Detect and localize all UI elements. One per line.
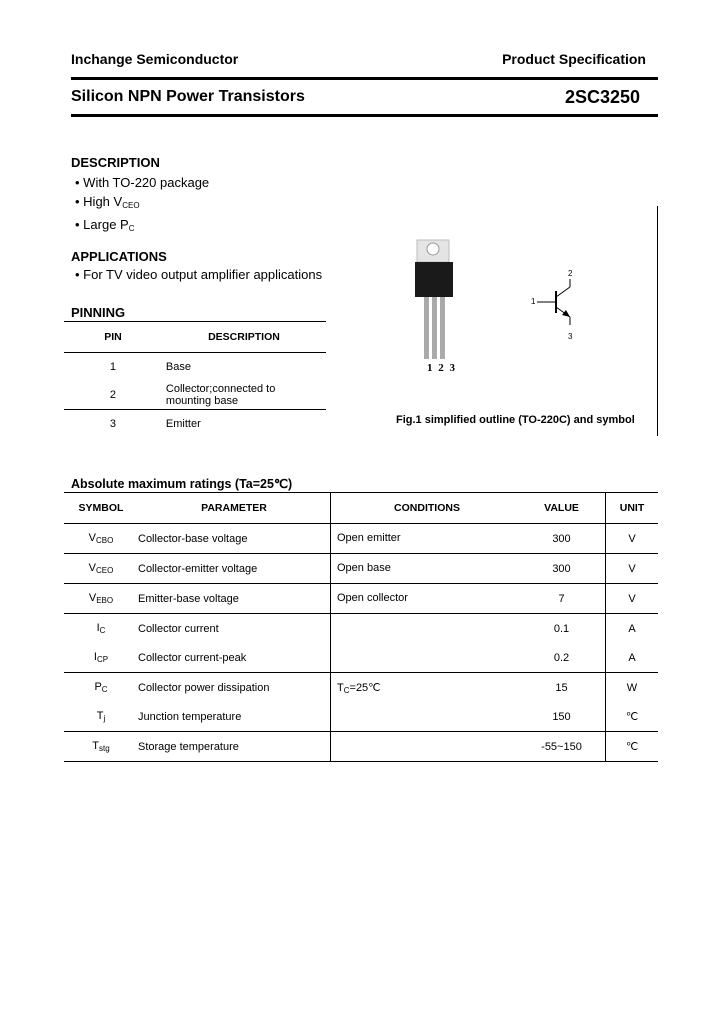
symbol-cell: $I_{CP}$ xyxy=(64,643,138,673)
rating-row xyxy=(64,702,658,732)
pin-number: 2 xyxy=(64,381,162,410)
part-number: 2SC3250 xyxy=(564,87,640,107)
rating-row xyxy=(64,584,658,614)
value-cell: 15 xyxy=(555,681,568,694)
value-cell: 300 xyxy=(518,524,606,554)
rating-row xyxy=(64,614,658,644)
pin-description: Base xyxy=(165,361,191,373)
description-item: • Large $P_C$ xyxy=(75,217,135,233)
parameter-cell: Collector-base voltage xyxy=(138,524,331,554)
parameter-cell: Collector current xyxy=(138,622,219,635)
value-cell: 7 xyxy=(518,584,606,614)
pin-row xyxy=(64,381,326,410)
unit-cell: V xyxy=(606,554,659,584)
pin-description: Emitter xyxy=(165,418,201,430)
pin-number: 3 xyxy=(109,418,117,430)
conditions-header: CONDITIONS xyxy=(331,492,519,524)
parameter-cell: Junction temperature xyxy=(138,702,331,732)
conditions-cell xyxy=(331,614,519,644)
unit-cell: W xyxy=(606,673,659,703)
company-name: Inchange Semiconductor xyxy=(71,51,239,67)
value-cell: 300 xyxy=(518,554,606,584)
symbol-collector-label: 2 xyxy=(568,269,573,278)
applications-title: APPLICATIONS xyxy=(71,249,167,264)
symbol-cell: $V_{CEO}$ xyxy=(64,554,138,584)
parameter-cell: Collector current-peak xyxy=(138,643,331,673)
rating-row xyxy=(64,673,658,703)
figure-border xyxy=(657,206,658,436)
ratings-table xyxy=(64,492,658,762)
parameter-cell: Emitter-base voltage xyxy=(138,584,331,614)
application-item: • For TV video output amplifier applications xyxy=(75,267,323,282)
pinning-table xyxy=(64,321,326,438)
conditions-cell xyxy=(331,702,519,732)
title-rule xyxy=(71,114,658,117)
conditions-cell: Open emitter xyxy=(331,524,519,554)
symbol-cell: $I_C$ xyxy=(96,622,106,635)
unit-cell: V xyxy=(606,524,659,554)
symbol-cell: $T_j$ xyxy=(64,702,138,732)
pin-number: 1 xyxy=(109,361,117,373)
package-pin-labels: 1 2 3 xyxy=(427,362,455,374)
conditions-cell: $T_C=25℃$ xyxy=(331,673,519,703)
value-header: VALUE xyxy=(518,492,606,524)
unit-header: UNIT xyxy=(606,492,659,524)
rating-row xyxy=(64,554,658,584)
description-item: • High $V_{CEO}$ xyxy=(75,194,140,210)
unit-cell: V xyxy=(606,584,659,614)
conditions-cell xyxy=(331,643,519,673)
header-rule xyxy=(71,77,658,80)
unit-cell: A xyxy=(606,643,659,673)
figure-caption: Fig.1 simplified outline (TO-220C) and symbol xyxy=(396,414,635,426)
pinning-title: PINNING xyxy=(71,305,126,320)
unit-cell: ℃ xyxy=(606,702,659,732)
parameter-header: PARAMETER xyxy=(138,492,331,524)
symbol-cell: $T_{stg}$ xyxy=(64,732,138,762)
unit-cell: A xyxy=(606,614,659,644)
description-list xyxy=(75,173,209,238)
pin-description: Collector;connected to mounting base xyxy=(162,381,326,410)
unit-cell: ℃ xyxy=(606,732,659,762)
pin-row xyxy=(64,353,326,382)
symbol-cell: $V_{CBO}$ xyxy=(64,524,138,554)
conditions-cell: Open collector xyxy=(331,584,519,614)
rating-row xyxy=(64,524,658,554)
value-cell: 0.1 xyxy=(553,622,570,635)
conditions-cell xyxy=(331,732,519,762)
pin-row xyxy=(64,410,326,439)
pin-header: PIN xyxy=(64,322,162,353)
document-type: Product Specification xyxy=(502,51,646,67)
to220-package-image xyxy=(400,235,480,360)
product-line: Silicon NPN Power Transistors xyxy=(71,88,305,105)
description-item: • With TO-220 package xyxy=(75,175,210,190)
ratings-title: Absolute maximum ratings (Ta=25℃) xyxy=(71,477,293,491)
value-cell: 0.2 xyxy=(518,643,606,673)
parameter-cell: Collector power dissipation xyxy=(138,681,270,694)
value-cell: 150 xyxy=(518,702,606,732)
symbol-cell: $V_{EBO}$ xyxy=(64,584,138,614)
rating-row xyxy=(64,643,658,673)
symbol-cell: $P_C$ xyxy=(94,681,108,694)
parameter-cell: Storage temperature xyxy=(138,732,331,762)
parameter-cell: Collector-emitter voltage xyxy=(138,554,331,584)
conditions-cell: Open base xyxy=(331,554,519,584)
rating-row xyxy=(64,732,658,762)
pin-description-header: DESCRIPTION xyxy=(162,322,326,353)
value-cell: -55~150 xyxy=(518,732,606,762)
symbol-header: SYMBOL xyxy=(64,492,138,524)
symbol-base-label: 1 xyxy=(531,297,536,306)
description-title: DESCRIPTION xyxy=(71,155,160,170)
symbol-emitter-label: 3 xyxy=(568,332,573,341)
